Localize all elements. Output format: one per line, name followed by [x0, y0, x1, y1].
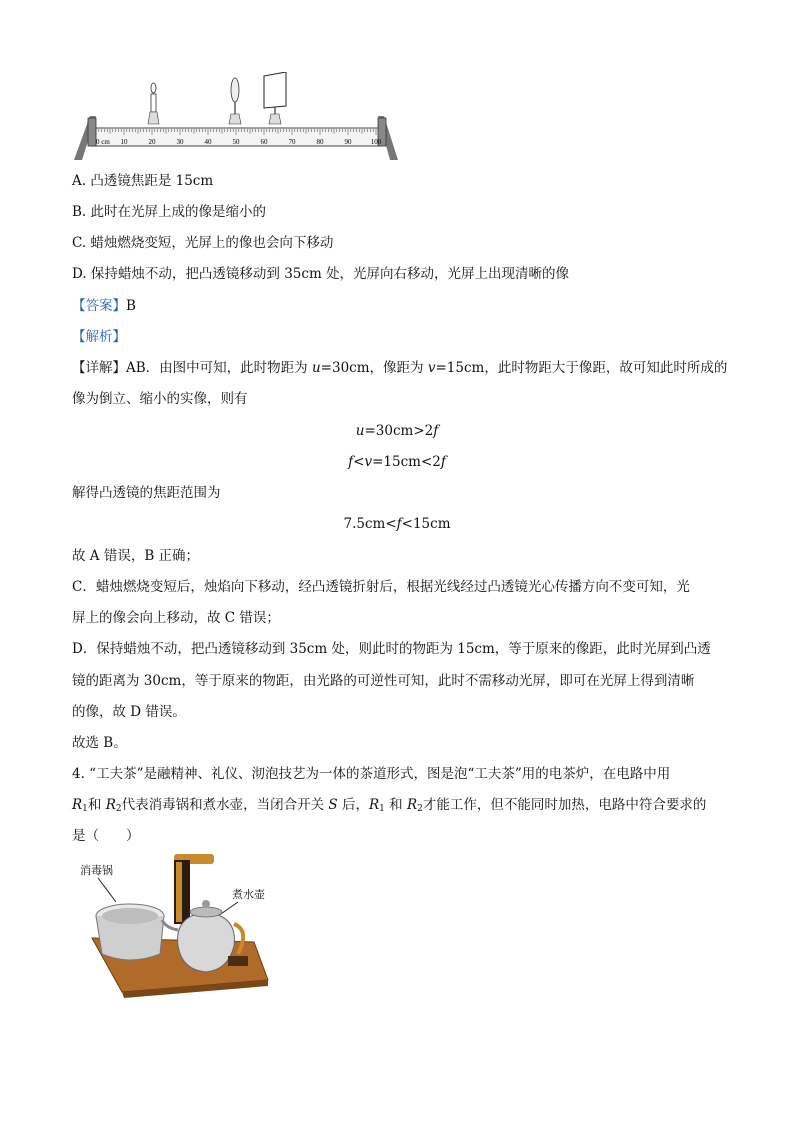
detail-text: AB．由图中可知，此时物距为 [126, 360, 312, 376]
ruler-tick-label: 70 [288, 138, 296, 146]
var-r: R [406, 797, 418, 813]
answer-tag: 【答案】 [72, 298, 126, 314]
var-u: u [355, 423, 365, 439]
equation-2 [0, 453, 794, 471]
tea-stove-figure [78, 850, 278, 1000]
detail-paragraph-5: D．保持蜡烛不动，把凸透镜移动到 35cm 处，则此时的物距为 15cm，等于原来的像距，此时光屏到凸透 [72, 641, 711, 657]
var-u: u [311, 360, 321, 376]
ruler-tick-label: 80 [316, 138, 324, 146]
conclusion: 故选 B。 [72, 735, 127, 751]
var-r: R [72, 797, 83, 813]
equation-1 [0, 422, 794, 440]
ruler-tick-label: 40 [204, 138, 212, 146]
var-r: R [368, 797, 380, 813]
convex-lens-icon [229, 78, 241, 124]
equation-3 [0, 515, 794, 533]
equation-text: =30cm>2 [364, 423, 434, 439]
detail-paragraph-2: 解得凸透镜的焦距范围为 [72, 485, 221, 501]
detail-paragraph-5-cont: 镜的距离为 30cm，等于原来的物距，由光路的可逆性可知，此时不需移动光屏，即可在光屏上得到清晰 [72, 673, 695, 689]
subscript: 2 [115, 804, 122, 814]
kettle [178, 912, 235, 972]
label-disinfection-pot: 消毒锅 [80, 864, 113, 877]
label-kettle: 煮水壶 [232, 888, 265, 901]
detail-paragraph-1-cont: 像为倒立、缩小的实像，则有 [72, 391, 248, 407]
question-4-line-2 [72, 796, 706, 818]
var-f: f [440, 454, 446, 470]
candle-icon [148, 83, 159, 124]
detail-paragraph-3: 故 A 错误，B 正确； [72, 548, 200, 564]
answer-value: B [126, 298, 136, 314]
scale-start-label: 0 cm [96, 138, 110, 146]
equation-text: 7.5cm< [343, 516, 397, 532]
detail-text: =15cm，此时物距大于像距，故可知此时所成的 [435, 360, 728, 376]
ruler-tick-label: 90 [344, 138, 352, 146]
detail-text: =30cm，像距为 [320, 360, 428, 376]
var-f: f [348, 454, 354, 470]
equation-text: <15cm [401, 516, 451, 532]
q4-text: 后， [337, 797, 369, 813]
equation-text: =15cm<2 [372, 454, 441, 470]
q4-text: 才能工作，但不能同时加热，电路中符合要求的 [422, 797, 707, 813]
analysis-tag: 【解析】 [72, 329, 126, 345]
detail-paragraph-1 [72, 359, 727, 377]
subscript: 2 [417, 804, 423, 814]
ruler-tick-label: 50 [232, 138, 240, 146]
q4-text: 和 [87, 797, 106, 813]
var-f: f [396, 516, 402, 532]
var-v: v [364, 454, 373, 470]
question-4-line-1: 4. “工夫茶”是融精神、礼仪、沏泡技艺为一体的茶道形式，图是泡“工夫茶”用的电茶炉，在电路中用 [72, 766, 671, 782]
var-s: S [328, 797, 338, 813]
var-r: R [105, 797, 116, 813]
q4-text: 代表消毒锅和煮水壶，当闭合开关 [121, 797, 329, 813]
subscript: 1 [82, 804, 88, 814]
detail-paragraph-4-cont: 屏上的像会向上移动，故 C 错误； [72, 610, 280, 626]
light-screen-icon [264, 72, 286, 124]
ruler-tick-label: 30 [176, 138, 184, 146]
var-f: f [433, 423, 439, 439]
ruler-tick-label: 100 [370, 138, 382, 146]
answer-line [72, 297, 136, 315]
var-v: v [427, 360, 436, 376]
ruler-tick-label: 20 [148, 138, 156, 146]
option-c: C. 蜡烛燃烧变短，光屏上的像也会向下移动 [72, 235, 334, 251]
ruler-tick-label: 10 [120, 138, 128, 146]
q4-text: 和 [384, 797, 407, 813]
detail-paragraph-4: C．蜡烛燃烧变短后，烛焰向下移动，经凸透镜折射后，根据光线经过凸透镜光心传播方向不变可知，光 [72, 579, 690, 595]
analysis-line [72, 328, 126, 346]
subscript: 1 [379, 804, 385, 814]
option-d: D. 保持蜡烛不动，把凸透镜移动到 35cm 处，光屏向右移动，光屏上出现清晰的像 [72, 266, 570, 282]
ruler-tick-label: 60 [260, 138, 268, 146]
option-b: B. 此时在光屏上成的像是缩小的 [72, 204, 267, 220]
equation-text: < [353, 454, 365, 470]
optical-bench-figure [72, 72, 402, 164]
detail-paragraph-5-cont2: 的像，故 D 错误。 [72, 704, 186, 720]
option-a: A. 凸透镜焦距是 15cm [72, 173, 214, 189]
detail-tag: 【详解】 [72, 360, 126, 376]
question-4-line-3: 是（ ） [72, 828, 140, 844]
